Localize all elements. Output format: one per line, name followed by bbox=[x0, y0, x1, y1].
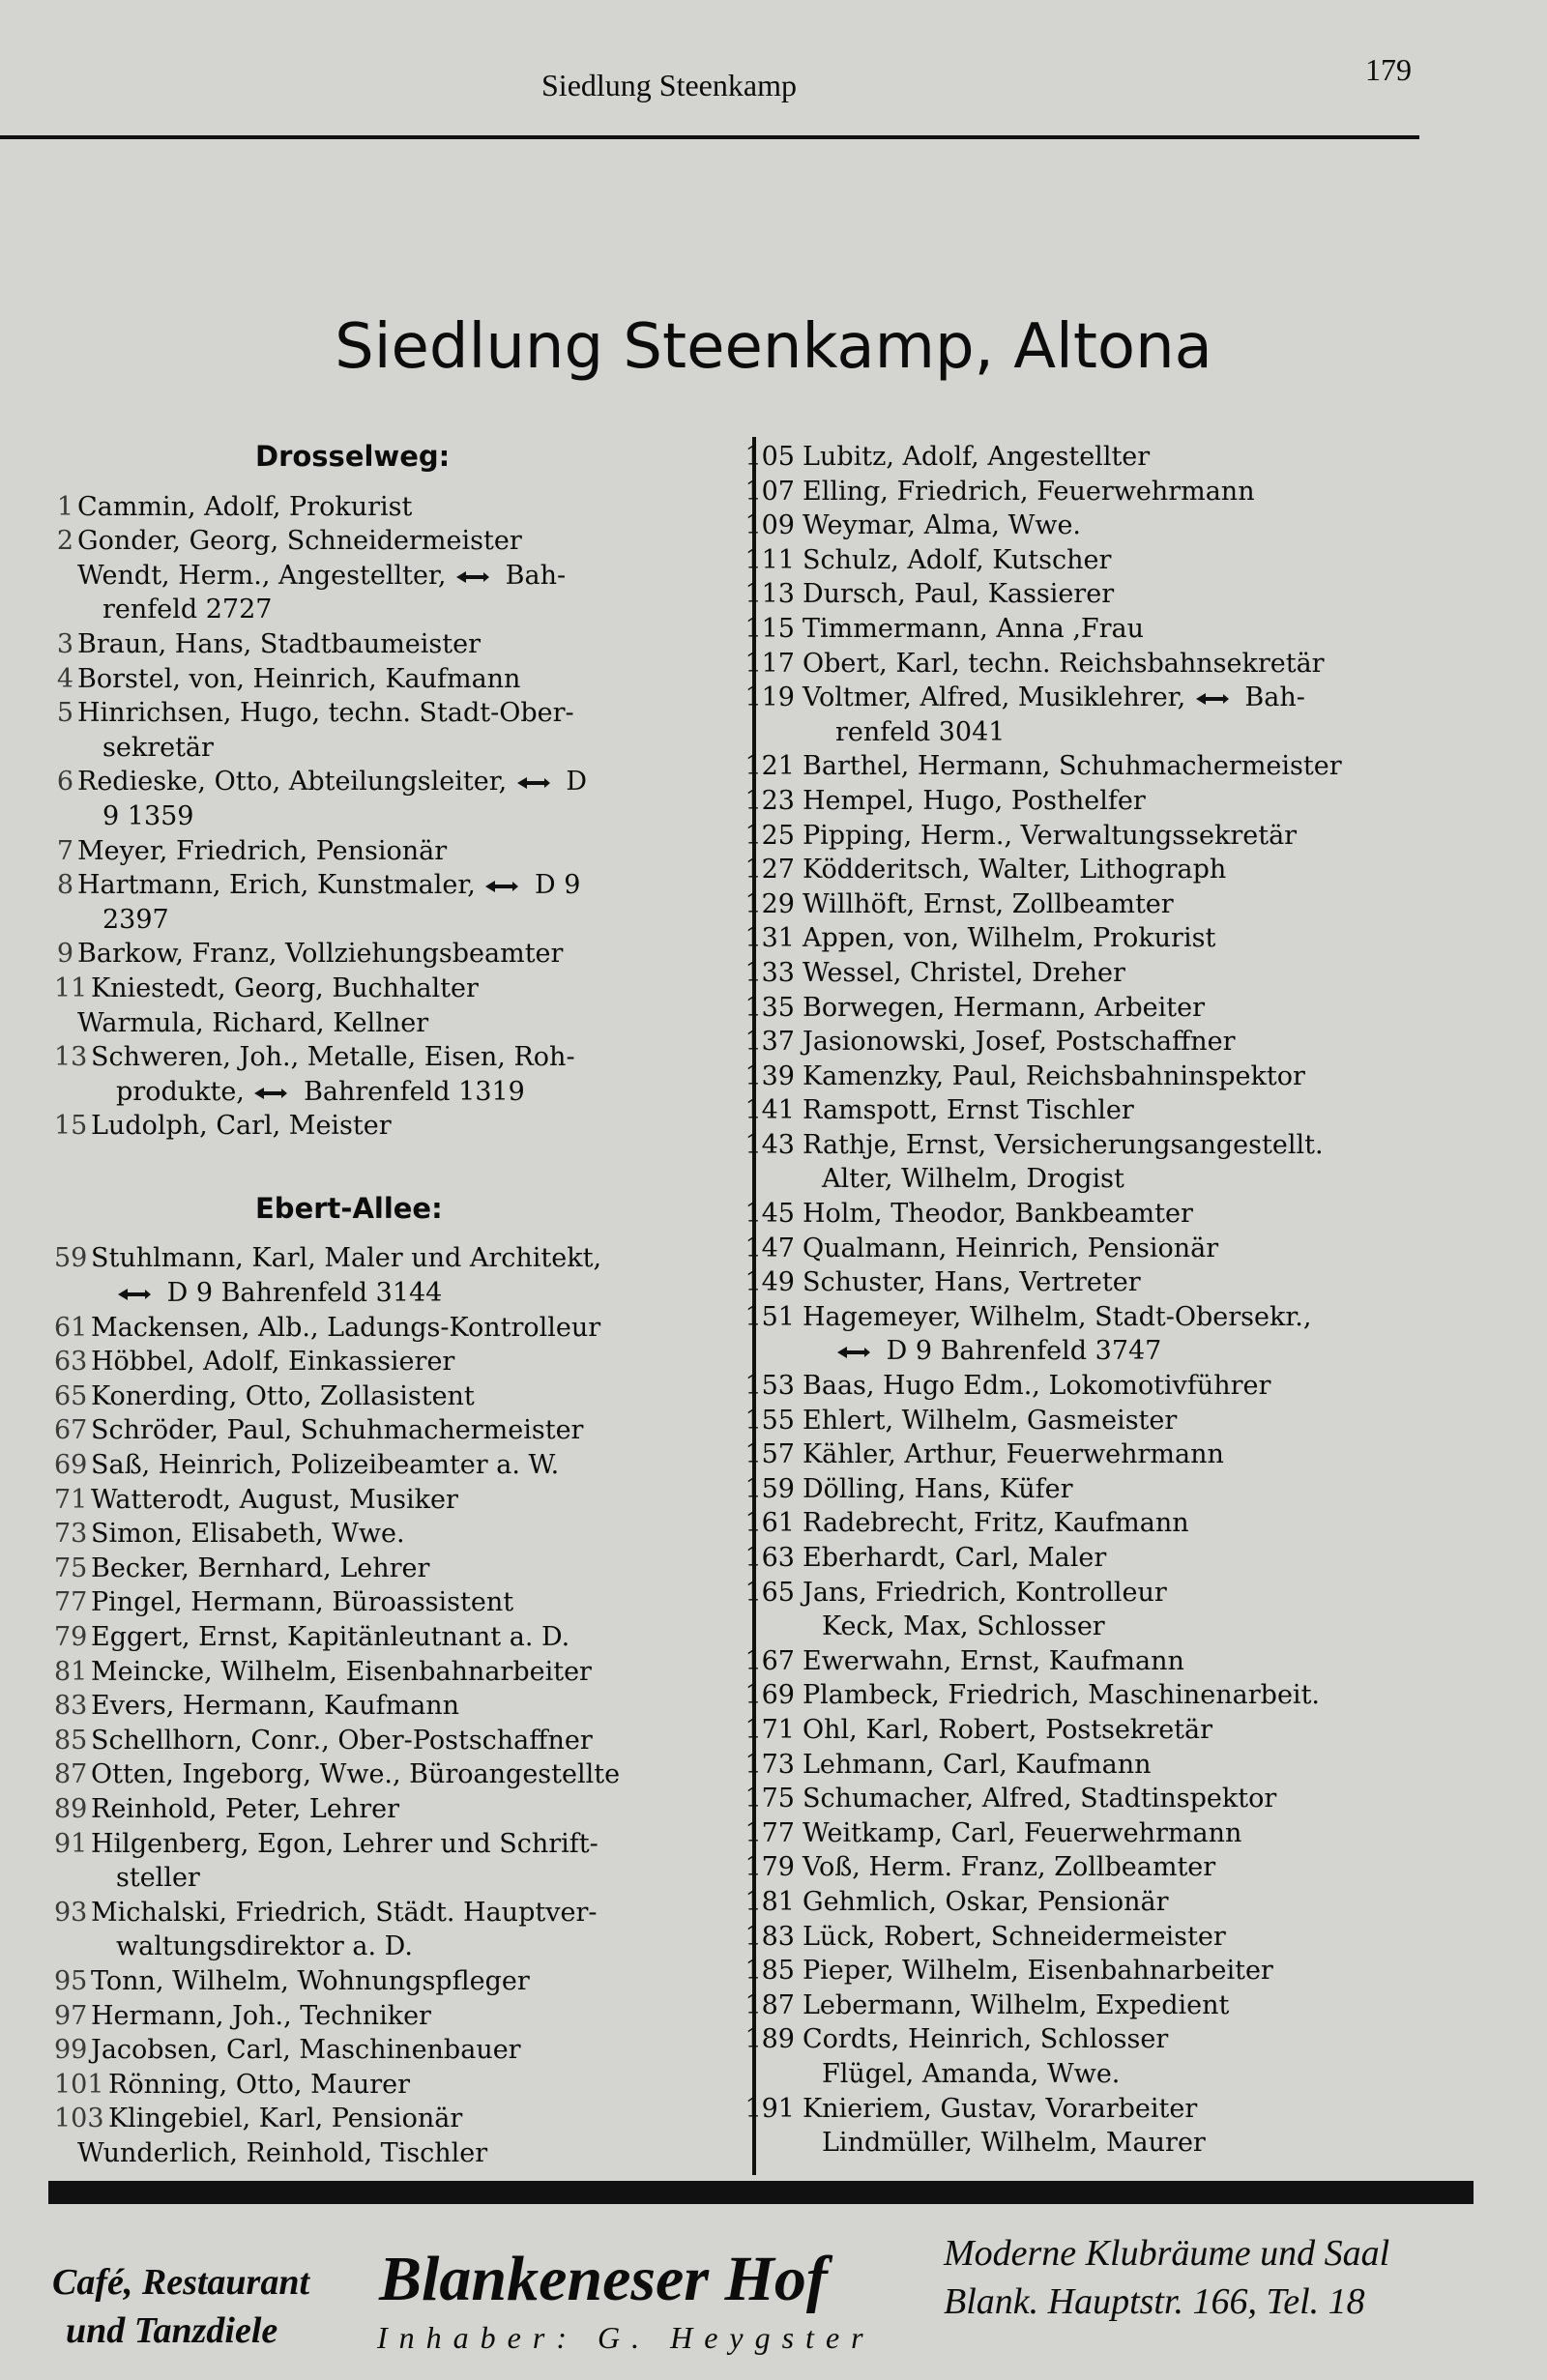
resident-text: Tonn, Wilhelm, Wohnungspfleger bbox=[91, 1965, 530, 1996]
resident-text: Knieriem, Gustav, Vorarbeiter bbox=[803, 2093, 1198, 2124]
directory-entry bbox=[54, 696, 721, 731]
resident-text: Wessel, Christel, Dreher bbox=[803, 957, 1125, 988]
house-number: 179 bbox=[744, 1852, 795, 1883]
directory-entry bbox=[54, 937, 721, 972]
resident-text: Rathje, Ernst, Versicherungsangestellt. bbox=[803, 1129, 1324, 1160]
resident-text: Ehlert, Wilhelm, Gasmeister bbox=[803, 1405, 1178, 1436]
directory-entry bbox=[54, 559, 721, 594]
house-number: 13 bbox=[54, 1042, 88, 1073]
directory-entry bbox=[54, 1724, 721, 1758]
directory-entry bbox=[735, 577, 1508, 612]
house-number: 183 bbox=[744, 1921, 795, 1952]
co-resident: Lindmüller, Wilhelm, Maurer bbox=[822, 2128, 1206, 2159]
directory-entry bbox=[54, 1896, 721, 1930]
house-number: 75 bbox=[54, 1553, 88, 1583]
directory-entry bbox=[54, 2102, 721, 2136]
house-number: 77 bbox=[54, 1587, 88, 1618]
resident-text: Meincke, Wilhelm, Eisenbahnarbeiter bbox=[91, 1656, 592, 1687]
resident-text: Wendt, Herm., Angestellter, Bah- bbox=[77, 560, 567, 591]
resident-text: Lebermann, Wilhelm, Expedient bbox=[803, 1989, 1230, 2020]
house-number: 109 bbox=[744, 510, 795, 541]
house-number: 63 bbox=[54, 1347, 88, 1378]
advert-right-line2: Blank. Hauptstr. 166, Tel. 18 bbox=[944, 2281, 1365, 2322]
directory-entry bbox=[735, 1816, 1508, 1851]
resident-text: Schröder, Paul, Schuhmachermeister bbox=[91, 1415, 584, 1446]
house-number: 177 bbox=[744, 1817, 795, 1848]
resident-text: Appen, von, Wilhelm, Prokurist bbox=[803, 923, 1216, 954]
resident-text: Willhöft, Ernst, Zollbeamter bbox=[803, 888, 1174, 919]
resident-text: Jans, Friedrich, Kontrolleur bbox=[803, 1577, 1167, 1608]
resident-text: Cordts, Heinrich, Schlosser bbox=[803, 2024, 1169, 2055]
house-number: 5 bbox=[56, 698, 73, 729]
house-number: 9 bbox=[56, 939, 73, 970]
resident-text: Otten, Ingeborg, Wwe., Büroangestellte bbox=[91, 1759, 621, 1790]
advert-rule bbox=[48, 2181, 1474, 2204]
directory-entry bbox=[54, 627, 721, 662]
advert-left bbox=[52, 2258, 309, 2355]
directory-entry bbox=[735, 1472, 1508, 1507]
house-number: 143 bbox=[744, 1129, 795, 1160]
directory-entry bbox=[735, 749, 1508, 784]
house-number: 167 bbox=[744, 1645, 795, 1676]
resident-text: Ramspott, Ernst Tischler bbox=[803, 1095, 1134, 1126]
resident-text: Dursch, Paul, Kassierer bbox=[803, 579, 1115, 610]
directory-entry bbox=[54, 1964, 721, 1999]
telephone-icon bbox=[835, 1344, 872, 1361]
telephone-icon bbox=[252, 1085, 289, 1102]
directory-entry bbox=[54, 1757, 721, 1792]
resident-text: Kamenzky, Paul, Reichsbahninspektor bbox=[803, 1060, 1305, 1091]
entry-continuation: 9 1359 bbox=[102, 800, 194, 831]
resident-text: Hempel, Hugo, Posthelfer bbox=[803, 785, 1146, 816]
directory-entry bbox=[54, 765, 721, 799]
house-number: 185 bbox=[744, 1956, 795, 1987]
directory-entry bbox=[735, 475, 1508, 509]
resident-text: Konerding, Otto, Zollasistent bbox=[91, 1380, 475, 1411]
directory-entry bbox=[735, 1644, 1508, 1679]
resident-text: Ewerwahn, Ernst, Kaufmann bbox=[803, 1645, 1184, 1676]
directory-entry bbox=[735, 1369, 1508, 1404]
house-number: 171 bbox=[744, 1714, 795, 1745]
house-number: 133 bbox=[744, 957, 795, 988]
resident-text: Michalski, Friedrich, Städt. Hauptver- bbox=[91, 1897, 598, 1928]
house-number: 173 bbox=[744, 1749, 795, 1780]
directory-entry bbox=[735, 956, 1508, 991]
house-number: 169 bbox=[744, 1680, 795, 1711]
header-rule bbox=[0, 135, 1419, 139]
resident-text: Elling, Friedrich, Feuerwehrmann bbox=[803, 476, 1255, 507]
house-number: 189 bbox=[744, 2024, 795, 2055]
resident-text: Dölling, Hans, Küfer bbox=[803, 1473, 1073, 1504]
directory-entry bbox=[735, 1265, 1508, 1300]
resident-text: Baas, Hugo Edm., Lokomotivführer bbox=[803, 1371, 1271, 1402]
directory-entry bbox=[54, 1413, 721, 1448]
advert-right bbox=[944, 2229, 1389, 2326]
resident-text: Klingebiel, Karl, Pensionär bbox=[108, 2104, 463, 2134]
house-number: 6 bbox=[56, 767, 73, 798]
resident-text: Gonder, Georg, Schneidermeister bbox=[77, 526, 522, 557]
house-number: 11 bbox=[54, 972, 88, 1003]
resident-text: Cammin, Adolf, Prokurist bbox=[77, 491, 413, 522]
resident-text: Timmermann, Anna ,Frau bbox=[803, 613, 1145, 644]
house-number: 187 bbox=[744, 1989, 795, 2020]
advert-right-line1: Moderne Klubräume und Saal bbox=[944, 2233, 1390, 2274]
house-number: 71 bbox=[54, 1484, 88, 1515]
co-resident: Alter, Wilhelm, Drogist bbox=[822, 1164, 1124, 1195]
directory-entry bbox=[54, 1585, 721, 1620]
resident-text: Obert, Karl, techn. Reichsbahnsekretär bbox=[803, 648, 1325, 679]
heading-gap bbox=[54, 1226, 721, 1241]
house-number: 69 bbox=[54, 1450, 88, 1481]
house-number: 149 bbox=[744, 1267, 795, 1298]
house-number: 191 bbox=[744, 2093, 795, 2124]
directory-entry bbox=[54, 662, 721, 697]
directory-entry bbox=[54, 1040, 721, 1075]
advert-left-line1: Café, Restaurant bbox=[52, 2262, 310, 2303]
entry-continuation: steller bbox=[116, 1863, 200, 1894]
advert-left-line2: und Tanzdiele bbox=[66, 2310, 278, 2351]
telephone-icon bbox=[1194, 690, 1231, 708]
resident-text: Warmula, Richard, Kellner bbox=[77, 1007, 429, 1038]
house-number: 165 bbox=[744, 1577, 795, 1608]
resident-text: Ludolph, Carl, Meister bbox=[91, 1111, 392, 1142]
directory-entry bbox=[735, 1506, 1508, 1541]
directory-entry bbox=[54, 1311, 721, 1346]
directory-entry bbox=[735, 1782, 1508, 1816]
directory-entry bbox=[735, 1850, 1508, 1885]
house-number: 99 bbox=[54, 2035, 88, 2066]
resident-text: Mackensen, Alb., Ladungs-Kontrolleur bbox=[91, 1312, 601, 1343]
co-resident: Flügel, Amanda, Wwe. bbox=[822, 2058, 1121, 2089]
directory-entry bbox=[735, 508, 1508, 543]
house-number: 141 bbox=[744, 1095, 795, 1126]
house-number: 89 bbox=[54, 1793, 88, 1824]
directory-entry bbox=[54, 1792, 721, 1827]
right-column bbox=[735, 440, 1508, 2161]
house-number: 113 bbox=[744, 579, 795, 610]
directory-entry bbox=[54, 1345, 721, 1379]
resident-text: Jasionowski, Josef, Postschaffner bbox=[803, 1027, 1236, 1058]
house-number: 137 bbox=[744, 1027, 795, 1058]
resident-text: Eggert, Ernst, Kapitänleutnant a. D. bbox=[91, 1622, 570, 1652]
resident-text: Barthel, Hermann, Schuhmachermeister bbox=[803, 751, 1342, 782]
house-number: 151 bbox=[744, 1301, 795, 1332]
directory-entry bbox=[54, 1620, 721, 1655]
house-number: 3 bbox=[56, 628, 73, 659]
heading-gap bbox=[54, 475, 721, 490]
directory-entry bbox=[735, 647, 1508, 682]
directory-entry bbox=[54, 2033, 721, 2068]
directory-entry bbox=[735, 1093, 1508, 1128]
directory-entry bbox=[735, 1713, 1508, 1748]
directory-entry bbox=[54, 1517, 721, 1552]
house-number: 61 bbox=[54, 1312, 88, 1343]
house-number: 119 bbox=[744, 682, 795, 713]
resident-text: Hartmann, Erich, Kunstmaler, D 9 bbox=[77, 870, 581, 901]
house-number: 103 bbox=[54, 2104, 104, 2134]
resident-text: Wunderlich, Reinhold, Tischler bbox=[77, 2137, 488, 2168]
directory-entry bbox=[54, 868, 721, 903]
resident-text: Radebrecht, Fritz, Kaufmann bbox=[803, 1508, 1189, 1539]
directory-entry bbox=[735, 1059, 1508, 1094]
house-number: 131 bbox=[744, 923, 795, 954]
telephone-icon bbox=[454, 568, 491, 586]
house-number: 129 bbox=[744, 888, 795, 919]
directory-entry bbox=[735, 681, 1508, 715]
entry-continuation: produkte, Bahrenfeld 1319 bbox=[116, 1076, 525, 1107]
entry-continuation: D 9 Bahrenfeld 3747 bbox=[735, 1334, 1508, 1369]
advert-owner: Inhaber: G. Heygster bbox=[377, 2320, 875, 2355]
house-number: 117 bbox=[744, 648, 795, 679]
directory-entry bbox=[735, 1025, 1508, 1059]
page-number: 179 bbox=[1365, 52, 1412, 87]
resident-text: Höbbel, Adolf, Einkassierer bbox=[91, 1347, 455, 1378]
house-number: 87 bbox=[54, 1759, 88, 1790]
left-column bbox=[54, 440, 721, 2171]
house-number: 101 bbox=[54, 2069, 104, 2100]
directory-entry bbox=[735, 887, 1508, 922]
directory-entry bbox=[735, 1954, 1508, 1988]
directory-entry bbox=[735, 853, 1508, 887]
resident-text: Borstel, von, Heinrich, Kaufmann bbox=[77, 663, 521, 694]
house-number: 135 bbox=[744, 992, 795, 1023]
directory-entry bbox=[54, 834, 721, 869]
resident-text: Hinrichsen, Hugo, techn. Stadt-Ober- bbox=[77, 698, 574, 729]
resident-text: Jacobsen, Carl, Maschinenbauer bbox=[91, 2035, 521, 2066]
resident-text: Ködderitsch, Walter, Lithograph bbox=[803, 855, 1227, 885]
directory-entry bbox=[735, 1197, 1508, 1232]
house-number: 97 bbox=[54, 2000, 88, 2031]
resident-text: Holm, Theodor, Bankbeamter bbox=[803, 1199, 1193, 1230]
street-heading: Ebert-Allee: bbox=[255, 1191, 443, 1225]
resident-text: Kniestedt, Georg, Buchhalter bbox=[91, 972, 479, 1003]
entry-continuation: renfeld 3041 bbox=[835, 716, 1006, 747]
directory-entry bbox=[735, 440, 1508, 475]
house-number: 115 bbox=[744, 613, 795, 644]
directory-entry bbox=[54, 2136, 721, 2171]
resident-text: Schellhorn, Conr., Ober-Postschaffner bbox=[91, 1725, 593, 1756]
street-heading: Drosselweg: bbox=[255, 440, 451, 473]
directory-entry bbox=[735, 1128, 1508, 1163]
resident-text: Pieper, Wilhelm, Eisenbahnarbeiter bbox=[803, 1956, 1273, 1987]
house-number: 91 bbox=[54, 1828, 88, 1859]
house-number: 145 bbox=[744, 1199, 795, 1230]
resident-text: Becker, Bernhard, Lehrer bbox=[91, 1553, 430, 1583]
directory-entry bbox=[54, 2068, 721, 2103]
resident-text: Watterodt, August, Musiker bbox=[91, 1484, 458, 1515]
co-resident: Keck, Max, Schlosser bbox=[822, 1611, 1105, 1642]
resident-text: Pingel, Hermann, Büroassistent bbox=[91, 1587, 514, 1618]
resident-text: Plambeck, Friedrich, Maschinenarbeit. bbox=[803, 1680, 1321, 1711]
resident-text: Weymar, Alma, Wwe. bbox=[803, 510, 1082, 541]
resident-text: Kähler, Arthur, Feuerwehrmann bbox=[803, 1439, 1224, 1470]
directory-entry bbox=[54, 1655, 721, 1690]
section-gap bbox=[54, 1144, 721, 1192]
resident-text: Barkow, Franz, Vollziehungsbeamter bbox=[77, 939, 564, 970]
directory-entry bbox=[735, 819, 1508, 854]
resident-text: Pipping, Herm., Verwaltungssekretär bbox=[803, 820, 1298, 851]
house-number: 8 bbox=[56, 870, 73, 901]
resident-text: Gehmlich, Oskar, Pensionär bbox=[803, 1886, 1169, 1917]
directory-entry bbox=[735, 1988, 1508, 2023]
directory-entry bbox=[735, 921, 1508, 956]
directory-entry bbox=[54, 1448, 721, 1483]
house-number: 175 bbox=[744, 1784, 795, 1814]
resident-text: Hermann, Joh., Techniker bbox=[91, 2000, 431, 2031]
resident-text: Redieske, Otto, Abteilungsleiter, D bbox=[77, 767, 588, 798]
resident-text: Braun, Hans, Stadtbaumeister bbox=[77, 628, 481, 659]
resident-text: Schuster, Hans, Vertreter bbox=[803, 1267, 1141, 1298]
house-number: 139 bbox=[744, 1060, 795, 1091]
house-number: 123 bbox=[744, 785, 795, 816]
house-number: 79 bbox=[54, 1622, 88, 1652]
house-number: 155 bbox=[744, 1405, 795, 1436]
house-number: 163 bbox=[744, 1543, 795, 1573]
directory-entry bbox=[735, 1678, 1508, 1713]
resident-text: Rönning, Otto, Maurer bbox=[108, 2069, 411, 2100]
directory-entry bbox=[54, 524, 721, 559]
directory-entry bbox=[735, 2022, 1508, 2057]
directory-entry bbox=[735, 1232, 1508, 1266]
house-number: 105 bbox=[744, 442, 795, 472]
page-title: Siedlung Steenkamp, Altona bbox=[335, 311, 1212, 383]
directory-entry bbox=[54, 1827, 721, 1862]
house-number: 4 bbox=[56, 663, 73, 694]
directory-entry bbox=[735, 1885, 1508, 1920]
resident-text: Saß, Heinrich, Polizeibeamter a. W. bbox=[91, 1450, 560, 1481]
resident-text: Eberhardt, Carl, Maler bbox=[803, 1543, 1107, 1573]
resident-text: Ohl, Karl, Robert, Postsekretär bbox=[803, 1714, 1213, 1745]
directory-entry bbox=[54, 1006, 721, 1041]
house-number: 95 bbox=[54, 1965, 88, 1996]
directory-entry bbox=[735, 1920, 1508, 1955]
house-number: 153 bbox=[744, 1371, 795, 1402]
directory-entry bbox=[735, 1576, 1508, 1611]
resident-text: Schulz, Adolf, Kutscher bbox=[803, 544, 1112, 575]
resident-text: Borwegen, Hermann, Arbeiter bbox=[803, 992, 1206, 1023]
house-number: 127 bbox=[744, 855, 795, 885]
house-number: 15 bbox=[54, 1111, 88, 1142]
telephone-icon bbox=[116, 1286, 153, 1303]
house-number: 83 bbox=[54, 1691, 88, 1722]
directory-entry bbox=[54, 1483, 721, 1518]
house-number: 147 bbox=[744, 1233, 795, 1263]
house-number: 157 bbox=[744, 1439, 795, 1470]
house-number: 73 bbox=[54, 1519, 88, 1550]
house-number: 111 bbox=[744, 544, 795, 575]
directory-entry bbox=[735, 1300, 1508, 1335]
entry-continuation: waltungsdirektor a. D. bbox=[116, 1931, 413, 1962]
directory-entry bbox=[54, 1689, 721, 1724]
house-number: 7 bbox=[56, 835, 73, 866]
directory-entry bbox=[735, 1437, 1508, 1472]
directory-entry bbox=[735, 612, 1508, 647]
house-number: 85 bbox=[54, 1725, 88, 1756]
directory-entry bbox=[735, 543, 1508, 578]
house-number: 2 bbox=[56, 526, 73, 557]
directory-entry bbox=[735, 991, 1508, 1026]
directory-entry bbox=[735, 2092, 1508, 2127]
directory-entry bbox=[735, 1404, 1508, 1438]
telephone-icon bbox=[483, 878, 520, 895]
house-number: 81 bbox=[54, 1656, 88, 1687]
directory-entry bbox=[54, 1109, 721, 1144]
resident-text: Lück, Robert, Schneidermeister bbox=[803, 1921, 1226, 1952]
directory-entry bbox=[735, 784, 1508, 819]
entry-continuation: 2397 bbox=[102, 904, 169, 935]
house-number: 1 bbox=[56, 491, 73, 522]
resident-text: Schweren, Joh., Metalle, Eisen, Roh- bbox=[91, 1042, 575, 1073]
resident-text: Schumacher, Alfred, Stadtinspektor bbox=[803, 1784, 1277, 1814]
telephone-icon bbox=[515, 774, 552, 792]
resident-text: Evers, Hermann, Kaufmann bbox=[91, 1691, 460, 1722]
house-number: 159 bbox=[744, 1473, 795, 1504]
house-number: 93 bbox=[54, 1897, 88, 1928]
resident-text: Lehmann, Carl, Kaufmann bbox=[803, 1749, 1152, 1780]
house-number: 65 bbox=[54, 1380, 88, 1411]
resident-text: Voltmer, Alfred, Musiklehrer, Bah- bbox=[803, 682, 1305, 713]
house-number: 67 bbox=[54, 1415, 88, 1446]
house-number: 59 bbox=[54, 1243, 88, 1274]
directory-entry bbox=[735, 1541, 1508, 1576]
house-number: 161 bbox=[744, 1508, 795, 1539]
entry-continuation: sekretär bbox=[102, 732, 214, 763]
house-number: 121 bbox=[744, 751, 795, 782]
directory-entry bbox=[54, 490, 721, 525]
running-title: Siedlung Steenkamp bbox=[541, 68, 797, 102]
resident-text: Reinhold, Peter, Lehrer bbox=[91, 1793, 400, 1824]
house-number: 107 bbox=[744, 476, 795, 507]
resident-text: Stuhlmann, Karl, Maler und Architekt, bbox=[91, 1243, 602, 1274]
house-number: 125 bbox=[744, 820, 795, 851]
entry-continuation: D 9 Bahrenfeld 3144 bbox=[54, 1276, 721, 1311]
directory-entry bbox=[54, 1379, 721, 1414]
directory-entry bbox=[54, 1999, 721, 2034]
directory-entry bbox=[54, 1241, 721, 1276]
resident-text: Voß, Herm. Franz, Zollbeamter bbox=[803, 1852, 1216, 1883]
resident-text: Meyer, Friedrich, Pensionär bbox=[77, 835, 448, 866]
directory-entry bbox=[735, 1748, 1508, 1783]
directory-entry bbox=[54, 972, 721, 1006]
resident-text: Lubitz, Adolf, Angestellter bbox=[803, 442, 1151, 472]
directory-entry bbox=[54, 1552, 721, 1586]
resident-text: Simon, Elisabeth, Wwe. bbox=[91, 1519, 405, 1550]
resident-text: Hilgenberg, Egon, Lehrer und Schrift- bbox=[91, 1828, 598, 1859]
resident-text: Qualmann, Heinrich, Pensionär bbox=[803, 1233, 1219, 1263]
resident-text: Hagemeyer, Wilhelm, Stadt-Obersekr., bbox=[803, 1301, 1312, 1332]
entry-continuation: renfeld 2727 bbox=[102, 595, 273, 625]
advert-name: Blankeneser Hof bbox=[379, 2244, 828, 2314]
resident-text: Weitkamp, Carl, Feuerwehrmann bbox=[803, 1817, 1242, 1848]
house-number: 181 bbox=[744, 1886, 795, 1917]
